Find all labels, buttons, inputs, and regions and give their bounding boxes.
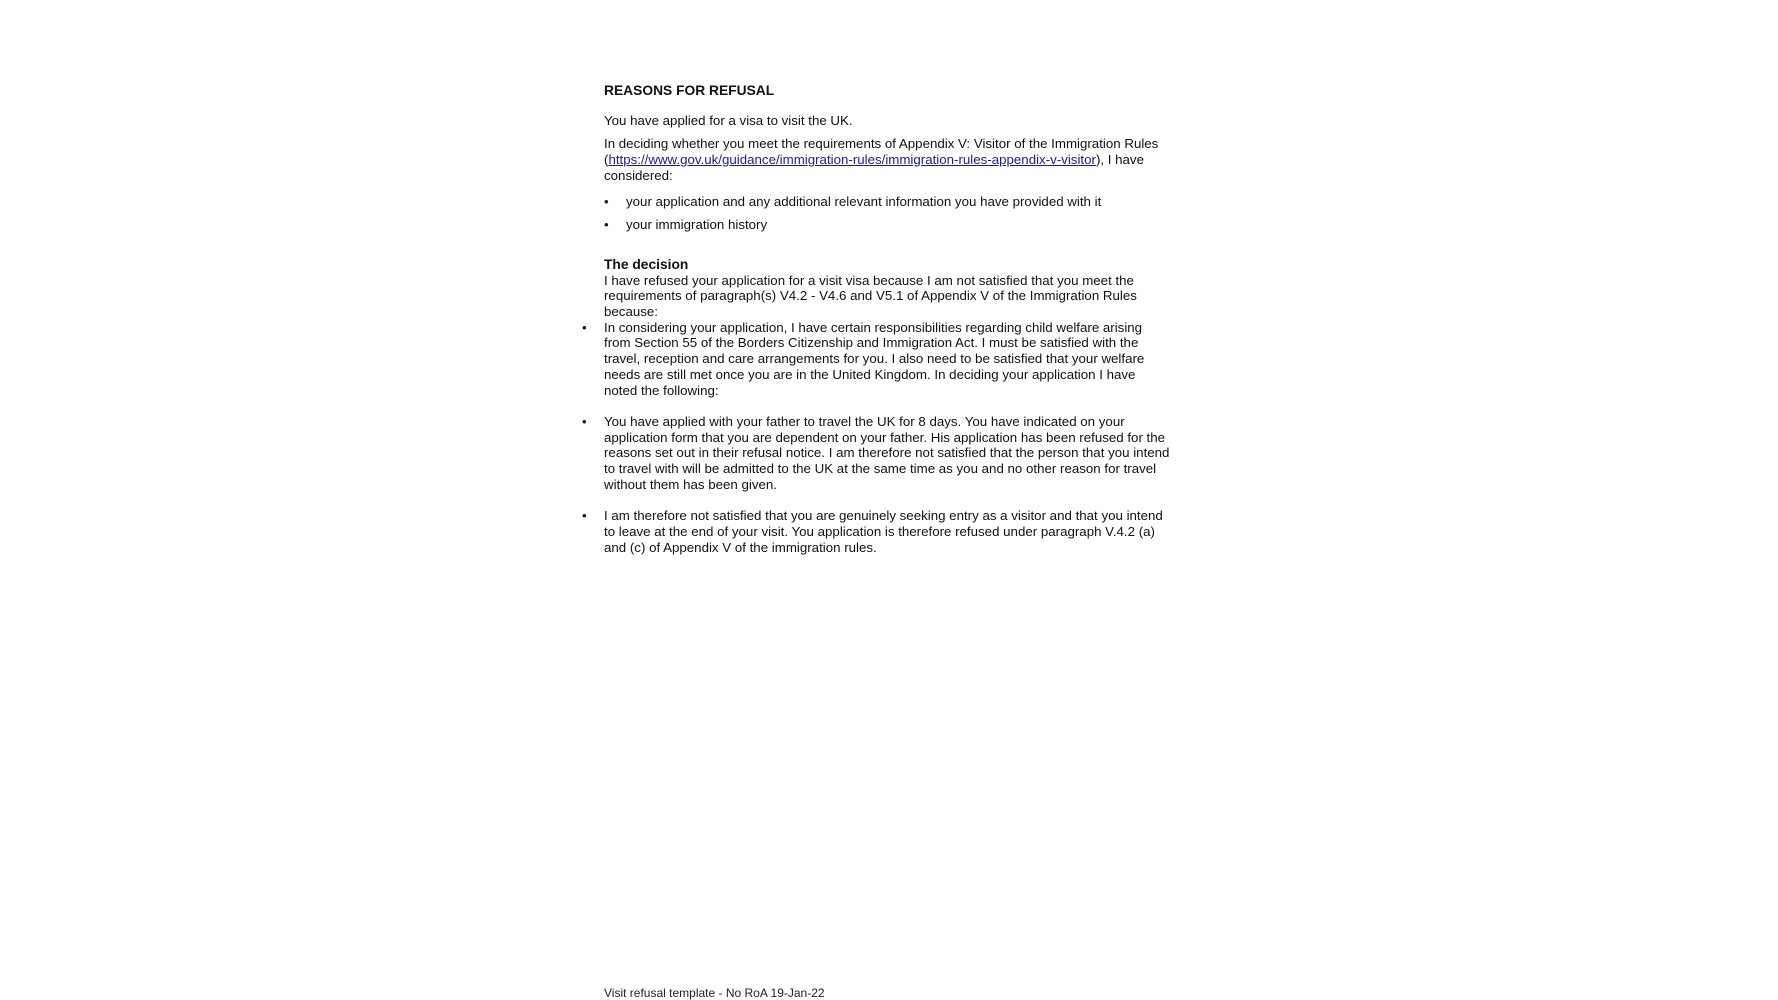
list-item: • In considering your application, I have certain responsibilities regarding child welfare arising from Section 55 of the Borders Citizenship and Immigration Act. I must be satisfied with the travel, reception and care arrangements for you. I also need to be satisfied that your welfare needs are still met once you are in the United Kingdom. In deciding your application I have noted the following: bbox=[604, 320, 1170, 399]
appendix-v-link[interactable]: https://www.gov.uk/guidance/immigration-rules/immigration-rules-appendix-v-visitor bbox=[608, 152, 1096, 168]
intro-paragraph: You have applied for a visa to visit the UK. bbox=[604, 112, 853, 128]
deciding-paragraph bbox=[604, 136, 1170, 183]
list-item: • your application and any additional relevant information you have provided with it bbox=[604, 194, 1170, 210]
list-item: • I am therefore not satisfied that you are genuinely seeking entry as a visitor and that you intend to leave at the end of your visit. You application is therefore refused under paragraph V.4.2 (a) and (c) of Appendix V of the immigration rules. bbox=[604, 508, 1170, 555]
decision-paragraph: I have refused your application for a visit visa because I am not satisfied that you meet the requirements of paragraph(s) V4.2 - V4.6 and V5.1 of Appendix V of the Immigration Rules because: bbox=[604, 272, 1137, 320]
document-footer: Visit refusal template - No RoA 19-Jan-22 bbox=[604, 986, 825, 1000]
document-body bbox=[604, 83, 1170, 571]
deciding-text-end: ), I have considered: bbox=[604, 152, 1144, 183]
deciding-text-start: In deciding whether you meet the requirements of Appendix V: Visitor of the Immigration Rules ( bbox=[604, 136, 1159, 168]
decision-heading: The decision bbox=[604, 256, 689, 272]
list-item: • your immigration history bbox=[604, 217, 1170, 233]
document-heading: REASONS FOR REFUSAL bbox=[604, 83, 775, 98]
considered-list bbox=[604, 194, 1170, 233]
reasons-list bbox=[604, 320, 1170, 556]
list-item: • You have applied with your father to travel the UK for 8 days. You have indicated on your application form that you are dependent on your father. His application has been refused for the reasons set out in their refusal notice. I am therefore not satisfied that the person that you intend to travel with will be admitted to the UK at the same time as you and no other reason for travel without them has been given. bbox=[604, 414, 1170, 493]
